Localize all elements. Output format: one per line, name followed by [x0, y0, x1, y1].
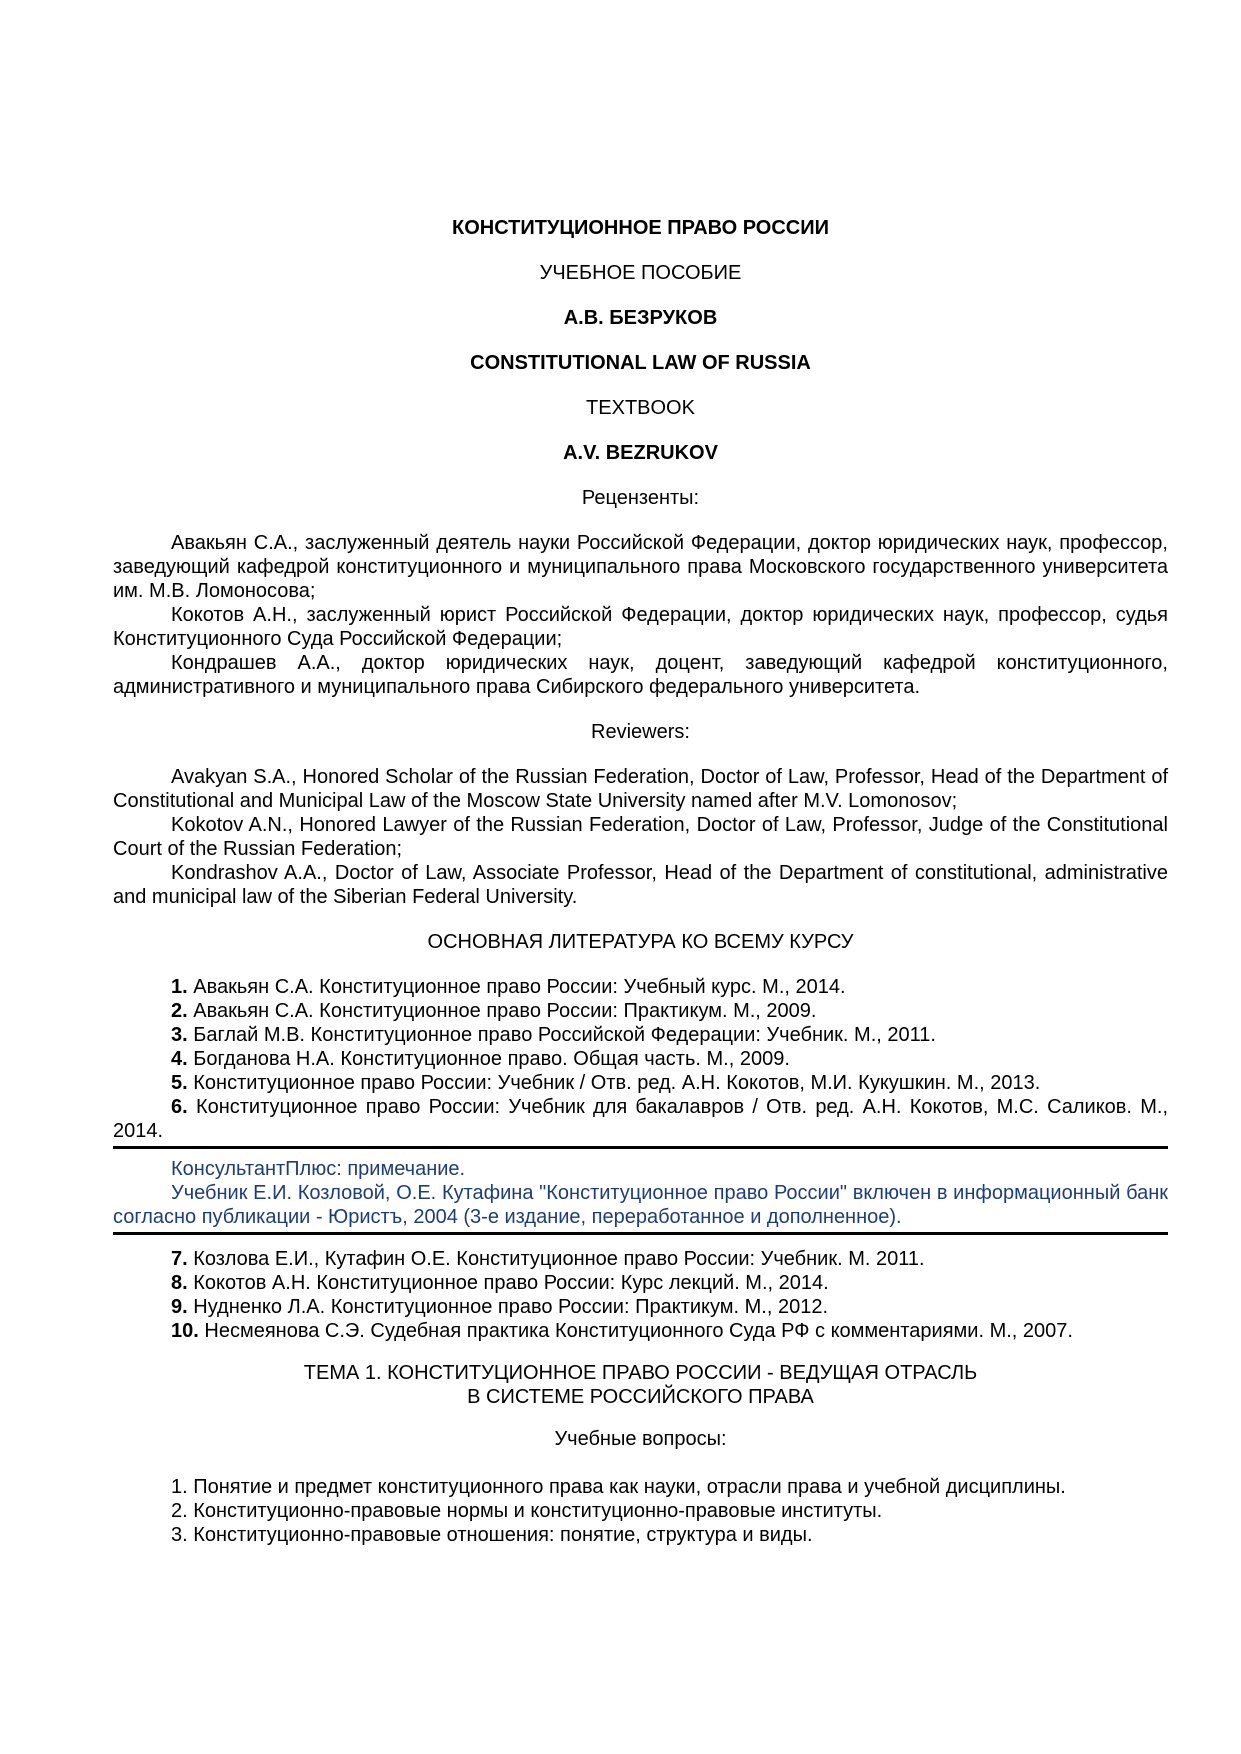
questions-list: [113, 1475, 1168, 1547]
item-number: 9.: [171, 1296, 188, 1318]
doc-title-en: CONSTITUTIONAL LAW OF RUSSIA: [470, 352, 811, 374]
doc-author-ru: А.В. БЕЗРУКОВ: [563, 307, 718, 329]
item-text: Богданова Н.А. Конституционное право. Общая часть. М., 2009.: [193, 1048, 790, 1070]
item-text: Нудненко Л.А. Конституционное право России: Практикум. М., 2012.: [193, 1296, 828, 1318]
question-item: 2. Конституционно-правовые нормы и конституционно-правовые институты.: [171, 1500, 883, 1522]
reviewer-ru-paragraph: Кондрашев А.А., доктор юридических наук, доцент, заведующий кафедрой конституционного, административного и муниципального права Сибирского федерального университета.: [113, 652, 1168, 698]
item-text: Баглай М.В. Конституционное право Российской Федерации: Учебник. М., 2011.: [193, 1024, 936, 1046]
doc-subtitle-en: TEXTBOOK: [586, 397, 695, 419]
tema-heading: [113, 1361, 1168, 1409]
item-number: 1.: [171, 976, 188, 998]
consultant-note: [113, 1157, 1168, 1229]
horizontal-rule-top: [113, 1146, 1168, 1149]
item-text: Авакьян С.А. Конституционное право России: Учебный курс. М., 2014.: [193, 976, 846, 998]
tema-heading-line-2: В СИСТЕМЕ РОССИЙСКОГО ПРАВА: [467, 1386, 814, 1408]
item-text: Несмеянова С.Э. Судебная практика Конституционного Суда РФ с комментариями. М., 2007.: [204, 1320, 1073, 1342]
horizontal-rule-bottom: [113, 1232, 1168, 1235]
reviewer-ru-paragraph: Авакьян С.А., заслуженный деятель науки Российской Федерации, доктор юридических наук, профессор, заведующий кафедрой конституционного и муниципального права Московского государственного университета им. М.В. Ломоносова;: [113, 532, 1168, 602]
reviewer-en-paragraph: Kokotov A.N., Honored Lawyer of the Russian Federation, Doctor of Law, Professor, Judge of the Constitutional Court of the Russian Federation;: [113, 814, 1168, 860]
note-body: Учебник Е.И. Козловой, О.Е. Кутафина "Конституционное право России" включен в информационный банк согласно публикации - Юристъ, 2004 (3-е издание, переработанное и дополненное).: [113, 1182, 1168, 1228]
tema-heading-line-1: ТЕМА 1. КОНСТИТУЦИОННОЕ ПРАВО РОССИИ - ВЕДУЩАЯ ОТРАСЛЬ: [303, 1362, 978, 1384]
literature-item: [113, 999, 1168, 1023]
reviewer-en-paragraph: Kondrashov A.A., Doctor of Law, Associate Professor, Head of the Department of constitutional, administrative and municipal law of the Siberian Federal University.: [113, 862, 1168, 908]
item-number: 2.: [171, 1000, 188, 1022]
questions-heading: Учебные вопросы:: [554, 1428, 727, 1450]
literature-item: [113, 1295, 1168, 1319]
literature-list-1-6: [113, 975, 1168, 1143]
item-text: Авакьян С.А. Конституционное право России: Практикум. М., 2009.: [193, 1000, 817, 1022]
item-text: Конституционное право России: Учебник / Отв. ред. А.Н. Кокотов, М.И. Кукушкин. М., 2013.: [193, 1072, 1041, 1094]
item-text: Кокотов А.Н. Конституционное право России: Курс лекций. М., 2014.: [193, 1272, 829, 1294]
item-text: Козлова Е.И., Кутафин О.Е. Конституционное право России: Учебник. М. 2011.: [193, 1248, 925, 1270]
item-text: Конституционное право России: Учебник для бакалавров / Отв. ред. А.Н. Кокотов, М.С. Саликов. М., 2014.: [113, 1096, 1168, 1142]
item-number: 6.: [171, 1096, 188, 1118]
literature-item: [113, 1047, 1168, 1071]
reviewer-ru-paragraph: Кокотов А.Н., заслуженный юрист Российской Федерации, доктор юридических наук, профессор, судья Конституционного Суда Российской Федерации;: [113, 604, 1168, 650]
literature-item: [113, 1319, 1168, 1343]
literature-item: [113, 975, 1168, 999]
literature-item: [113, 1247, 1168, 1271]
literature-item: [113, 1095, 1168, 1143]
item-number: 10.: [171, 1320, 199, 1342]
literature-item: [113, 1023, 1168, 1047]
literature-item: [113, 1071, 1168, 1095]
item-number: 7.: [171, 1248, 188, 1270]
doc-author-en: A.V. BEZRUKOV: [563, 442, 718, 464]
note-title: КонсультантПлюс: примечание.: [171, 1158, 466, 1180]
literature-heading: ОСНОВНАЯ ЛИТЕРАТУРА КО ВСЕМУ КУРСУ: [427, 931, 854, 953]
item-number: 5.: [171, 1072, 188, 1094]
literature-item: [113, 1271, 1168, 1295]
doc-subtitle-ru: УЧЕБНОЕ ПОСОБИЕ: [539, 262, 742, 284]
doc-title-ru: КОНСТИТУЦИОННОЕ ПРАВО РОССИИ: [451, 217, 829, 239]
item-number: 4.: [171, 1048, 188, 1070]
reviewers-en-heading: Reviewers:: [591, 721, 690, 743]
reviewers-ru-heading: Рецензенты:: [581, 487, 700, 509]
item-number: 3.: [171, 1024, 188, 1046]
item-number: 8.: [171, 1272, 188, 1294]
question-item: 3. Конституционно-правовые отношения: понятие, структура и виды.: [171, 1524, 813, 1546]
literature-list-7-10: [113, 1247, 1168, 1343]
reviewer-en-paragraph: Avakyan S.A., Honored Scholar of the Russian Federation, Doctor of Law, Professor, Head of the Department of Constitutional and Municipal Law of the Moscow State University named after M.V. Lomonosov;: [113, 766, 1168, 812]
question-item: 1. Понятие и предмет конституционного права как науки, отрасли права и учебной дисциплины.: [171, 1476, 1066, 1498]
